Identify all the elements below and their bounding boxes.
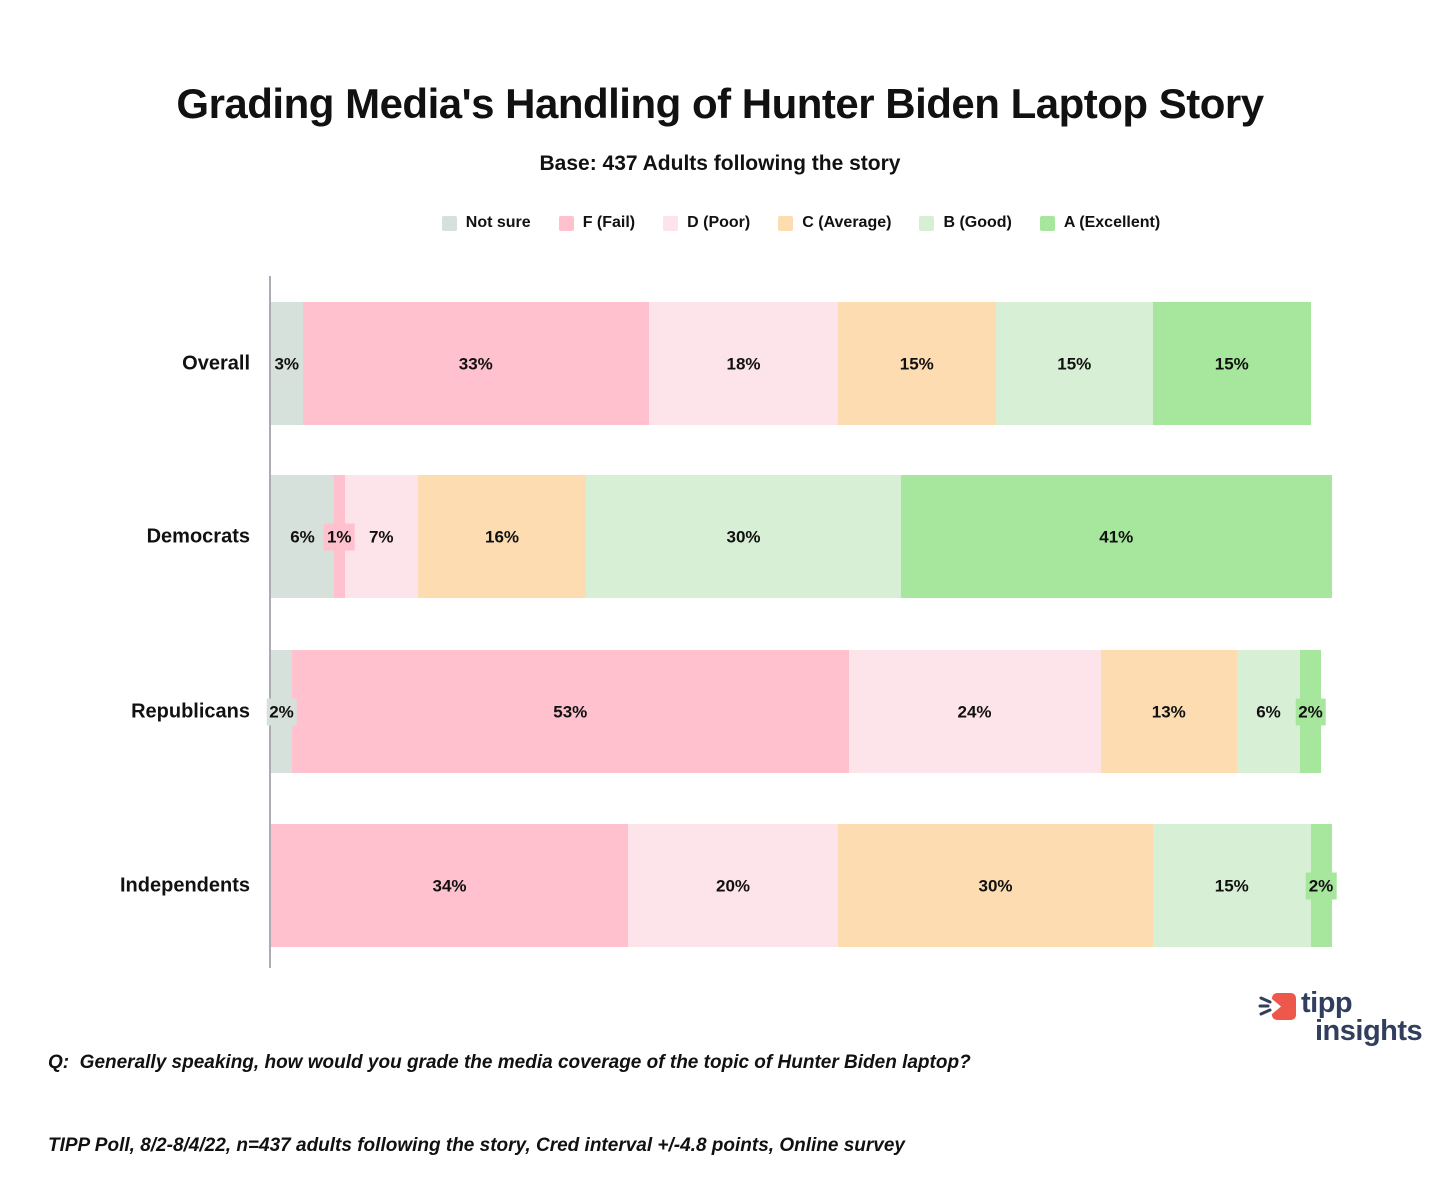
legend-swatch-icon xyxy=(919,216,934,231)
logo-word-tipp: tipp xyxy=(1301,987,1353,1019)
legend-label: F (Fail) xyxy=(582,214,636,231)
bar-segment xyxy=(271,302,303,425)
bar-segment xyxy=(649,302,838,425)
bar-value-label: 41% xyxy=(1096,523,1136,550)
legend-item xyxy=(919,214,1011,232)
bar-segment xyxy=(1101,650,1238,773)
bar-value-label: 2% xyxy=(266,698,297,725)
stacked-bar-chart xyxy=(0,272,1440,972)
legend-label: C (Average) xyxy=(802,214,892,231)
bar-row-overall xyxy=(182,302,1311,425)
bar-value-label: 1% xyxy=(324,523,355,550)
legend-swatch-icon xyxy=(663,216,678,231)
bar-value-label: 6% xyxy=(1253,698,1284,725)
legend-item xyxy=(1040,214,1160,232)
bar-value-label: 20% xyxy=(713,872,753,899)
bar-value-label: 2% xyxy=(1306,872,1337,899)
category-label: Republicans xyxy=(131,700,250,722)
legend-item xyxy=(778,214,891,232)
bar-segment xyxy=(996,302,1154,425)
bar-row-republicans xyxy=(131,650,1323,773)
bar-segment xyxy=(586,475,901,598)
bar-segment xyxy=(271,824,628,947)
bar-value-label: 24% xyxy=(954,698,994,725)
bar-segment xyxy=(1237,650,1300,773)
legend-swatch-icon xyxy=(778,216,793,231)
bar-value-label: 18% xyxy=(723,350,763,377)
bar-value-label: 16% xyxy=(482,523,522,550)
bar-value-label: 30% xyxy=(975,872,1015,899)
tipp-insights-logo xyxy=(1258,985,1438,1057)
bar-segment xyxy=(628,824,838,947)
bar-value-label: 2% xyxy=(1295,698,1326,725)
legend-label: A (Excellent) xyxy=(1063,214,1161,231)
bar-value-label: 15% xyxy=(1054,350,1094,377)
tipp-arrow-icon xyxy=(1258,988,1296,1026)
legend-label: D (Poor) xyxy=(687,214,751,231)
category-label: Overall xyxy=(182,352,250,374)
bar-row-independents xyxy=(119,824,1334,947)
bar-segment xyxy=(345,475,419,598)
bar-row-democrats xyxy=(146,475,1332,598)
chart-legend xyxy=(270,214,1332,232)
legend-item xyxy=(559,214,635,232)
legend-swatch-icon xyxy=(442,216,457,231)
bar-segment xyxy=(838,824,1153,947)
bar-segment xyxy=(901,475,1332,598)
bar-value-label: 6% xyxy=(287,523,318,550)
bar-value-label: 13% xyxy=(1149,698,1189,725)
bar-segment xyxy=(326,475,352,598)
bar-value-label: 33% xyxy=(456,350,496,377)
survey-question-text: Q: Generally speaking, how would you grade the media coverage of the topic of Hunter Biden laptop? xyxy=(48,1052,971,1074)
logo-word-insights: insights xyxy=(1315,1015,1423,1047)
bar-value-label: 15% xyxy=(897,350,937,377)
bar-value-label: 30% xyxy=(723,523,763,550)
bar-segment xyxy=(292,650,849,773)
legend-swatch-icon xyxy=(1040,216,1055,231)
category-label: Democrats xyxy=(146,525,250,547)
bar-segment xyxy=(1153,302,1311,425)
bar-value-label: 3% xyxy=(271,350,302,377)
bar-value-label: 7% xyxy=(366,523,397,550)
bar-segment xyxy=(418,475,586,598)
legend-item xyxy=(663,214,750,232)
category-label: Independents xyxy=(119,874,250,896)
bar-segment xyxy=(1308,824,1334,947)
survey-source-text: TIPP Poll, 8/2-8/4/22, n=437 adults following the story, Cred interval +/-4.8 points, Online survey xyxy=(48,1134,906,1156)
bar-value-label: 15% xyxy=(1212,872,1252,899)
legend-item xyxy=(442,214,531,232)
bar-value-label: 53% xyxy=(550,698,590,725)
legend-swatch-icon xyxy=(559,216,574,231)
legend-label: Not sure xyxy=(465,214,531,231)
chart-title: Grading Media's Handling of Hunter Biden Laptop Story xyxy=(176,80,1264,127)
bar-segment xyxy=(849,650,1101,773)
chart-subtitle: Base: 437 Adults following the story xyxy=(539,152,901,175)
legend-label: B (Good) xyxy=(943,214,1012,231)
footnote xyxy=(48,994,971,1187)
bar-segment xyxy=(303,302,650,425)
bar-segment xyxy=(838,302,996,425)
bar-segment xyxy=(1300,650,1321,773)
bar-segment xyxy=(1153,824,1311,947)
bar-value-label: 15% xyxy=(1212,350,1252,377)
bar-value-label: 34% xyxy=(429,872,469,899)
bar-segment xyxy=(271,650,292,773)
